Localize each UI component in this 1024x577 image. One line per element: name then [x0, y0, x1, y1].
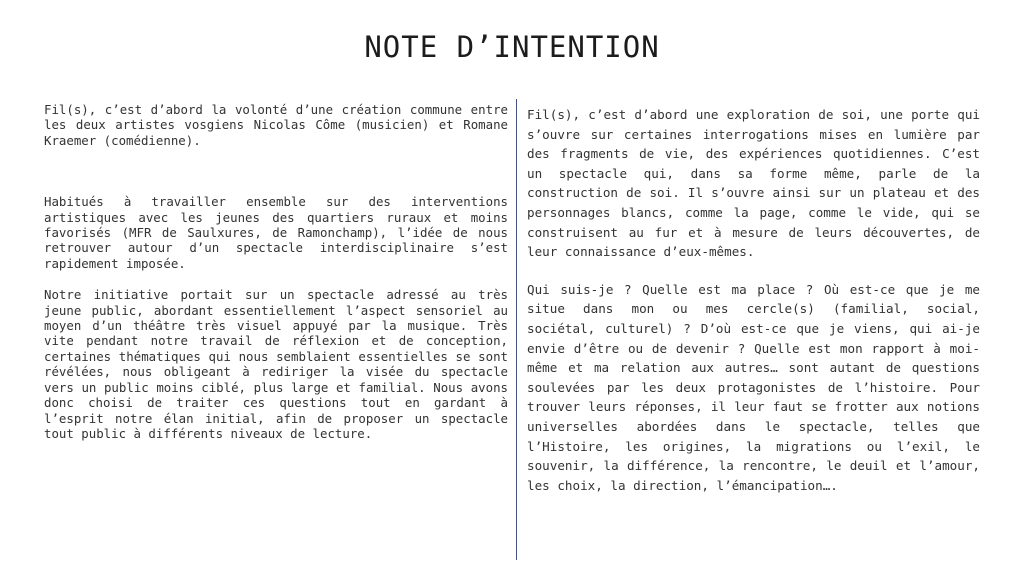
right-paragraph-2: Qui suis-je ? Quelle est ma place ? Où est-ce que je me situe dans mon ou mes cercle(s) (familial, social, sociétal, culturel) ? D’où est-ce que je viens, qui ai-je envie d’être ou de devenir ? Quelle est mon rapport à moi-même et ma relation aux autres… sont autant de questions soulevées par les deux protagonistes de l’histoire. Pour trouver leurs réponses, il leur faut se frotter aux notions universelles abordées dans le spectacle, telles que l’Histoire, les origines, la migrations ou l’exil, le souvenir, la différence, la rencontre, le deuil et l’amour, les choix, la direction, l’émancipation…. [527, 281, 980, 493]
left-paragraph-3: Notre initiative portait sur un spectacle adressé au très jeune public, abordant essentiellement l’aspect sensoriel au moyen d’un théâtre très visuel appuyé par la musique. Très vite pendant notre travail de réflexion et de conception, certaines thématiques qui nous semblaient essentielles se sont révélées, nous obligeant à rediriger la visée du spectacle vers un public moins ciblé, plus large et familial. Nous avons donc choisi de traiter ces questions tout en gardant à l’esprit notre élan initial, afin de proposer un spectacle tout public à différents niveaux de lecture. [44, 287, 508, 441]
right-paragraph-1: Fil(s), c’est d’abord une exploration de soi, une porte qui s’ouvre sur certaines interrogations mises en lumière par des fragments de vie, des expériences quotidiennes. C’est un spectacle qui, dans sa forme même, parle de la construction de soi. Il s’ouvre ainsi sur un plateau et des personnages blancs, comme la page, comme le vide, qui se construisent au fur et à mesure de leurs découvertes, de leur connaissance d’eux-mêmes. [527, 107, 980, 260]
left-column [44, 102, 508, 441]
right-column [527, 105, 980, 495]
page-title: NOTE D’INTENTION [364, 30, 660, 64]
left-paragraph-2: Habitués à travailler ensemble sur des interventions artistiques avec les jeunes des quartiers ruraux et moins favorisés (MFR de Saulxures, de Ramonchamp), l’idée de nous retrouver autour d’un spectacle interdisciplinaire s’est rapidement imposée. [44, 194, 508, 271]
column-divider [516, 99, 517, 560]
left-paragraph-1: Fil(s), c’est d’abord la volonté d’une création commune entre les deux artistes vosgiens Nicolas Côme (musicien) et Romane Kraemer (comédienne). [44, 102, 508, 148]
